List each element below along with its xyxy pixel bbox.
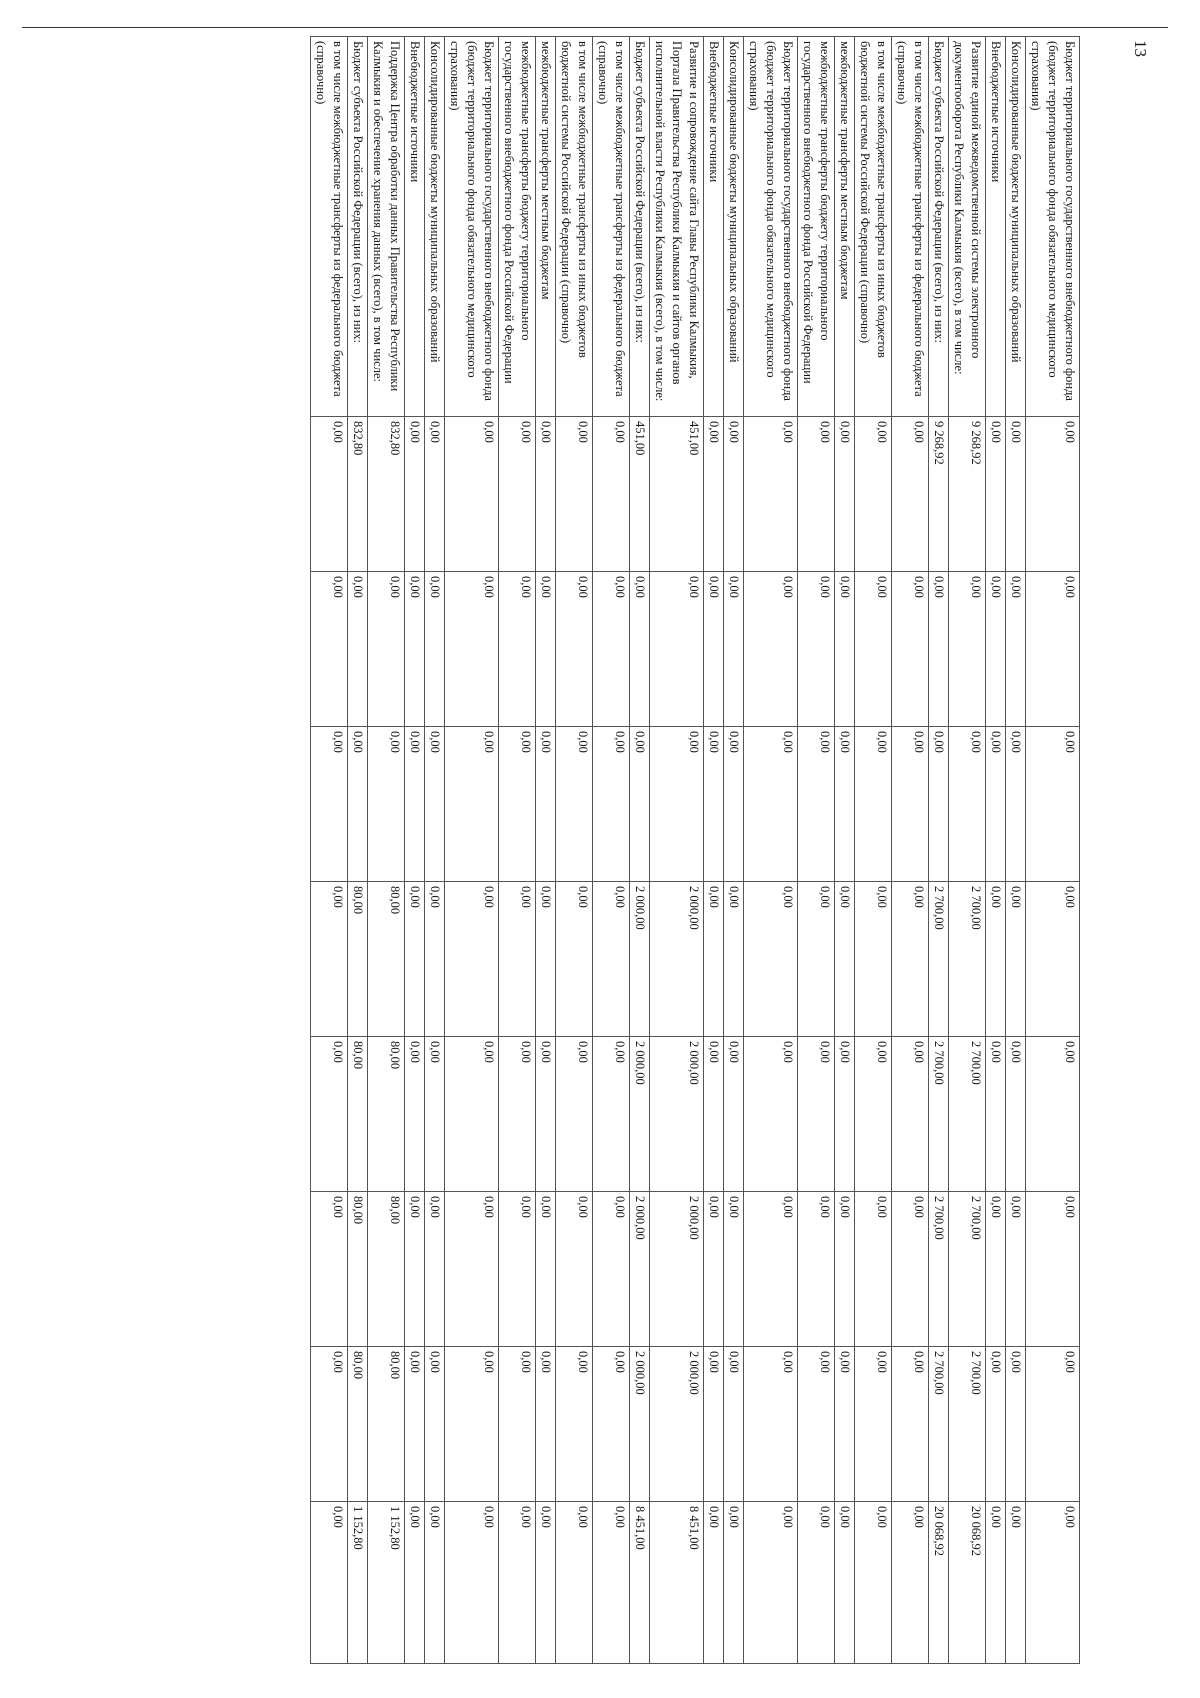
value-cell: 0,00 (536, 1192, 556, 1347)
value-cell: 2 700,00 (949, 1347, 986, 1502)
value-cell: 9 268,92 (929, 417, 949, 572)
row-label: Бюджет субъекта Российской Федерации (всего), из них: (348, 37, 368, 417)
value-cell: 2 700,00 (929, 1037, 949, 1192)
value-cell: 0,00 (724, 1347, 744, 1502)
value-cell: 1 152,80 (348, 1502, 368, 1664)
value-cell: 0,00 (445, 417, 499, 572)
table-row (650, 37, 704, 1664)
value-cell: 0,00 (311, 572, 348, 727)
value-cell: 0,00 (556, 727, 593, 882)
row-label: Консолидированные бюджеты муниципальных образований (724, 37, 744, 417)
value-cell: 0,00 (311, 1192, 348, 1347)
value-cell: 0,00 (1006, 572, 1026, 727)
value-cell: 0,00 (405, 572, 425, 727)
value-cell: 0,00 (798, 882, 835, 1037)
value-cell: 0,00 (1026, 1502, 1080, 1664)
value-cell: 0,00 (835, 882, 855, 1037)
value-cell: 0,00 (724, 1192, 744, 1347)
row-label: Внебюджетные источники (405, 37, 425, 417)
row-label: Внебюджетные источники (986, 37, 1006, 417)
value-cell: 80,00 (348, 1192, 368, 1347)
value-cell: 0,00 (949, 572, 986, 727)
table-row (835, 37, 855, 1664)
value-cell: 0,00 (445, 1037, 499, 1192)
value-cell: 0,00 (835, 1192, 855, 1347)
value-cell: 0,00 (499, 882, 536, 1037)
value-cell: 0,00 (892, 1037, 929, 1192)
value-cell: 0,00 (536, 572, 556, 727)
value-cell: 0,00 (724, 882, 744, 1037)
value-cell: 0,00 (704, 572, 724, 727)
value-cell: 0,00 (311, 1502, 348, 1664)
value-cell: 0,00 (835, 572, 855, 727)
table-row (1006, 37, 1026, 1664)
rotated-table-wrapper (116, 36, 1080, 1663)
value-cell: 80,00 (348, 1037, 368, 1192)
row-label: Консолидированные бюджеты муниципальных образований (1006, 37, 1026, 417)
value-cell: 0,00 (593, 417, 630, 572)
value-cell: 0,00 (311, 1037, 348, 1192)
value-cell: 1 152,80 (368, 1502, 405, 1664)
row-label: Бюджет территориального государственного внебюджетного фонда (бюджет территориального фонда обязательного медицинского страхования) (445, 37, 499, 417)
value-cell: 0,00 (835, 1347, 855, 1502)
value-cell: 0,00 (835, 727, 855, 882)
value-cell: 80,00 (368, 1347, 405, 1502)
table-row (536, 37, 556, 1664)
top-rule (22, 27, 1168, 28)
budget-table (310, 36, 1080, 1664)
value-cell: 0,00 (892, 417, 929, 572)
table-row (405, 37, 425, 1664)
value-cell: 0,00 (499, 1502, 536, 1664)
value-cell: 0,00 (536, 1347, 556, 1502)
value-cell: 0,00 (892, 882, 929, 1037)
value-cell: 0,00 (1026, 1037, 1080, 1192)
value-cell: 0,00 (348, 727, 368, 882)
value-cell: 0,00 (368, 572, 405, 727)
row-label: Консолидированные бюджеты муниципальных образований (425, 37, 445, 417)
value-cell: 0,00 (724, 1502, 744, 1664)
value-cell: 0,00 (704, 417, 724, 572)
value-cell: 832,80 (348, 417, 368, 572)
value-cell: 0,00 (536, 1502, 556, 1664)
value-cell: 0,00 (892, 727, 929, 882)
value-cell: 0,00 (311, 417, 348, 572)
value-cell: 0,00 (405, 727, 425, 882)
value-cell: 0,00 (311, 1347, 348, 1502)
value-cell: 0,00 (892, 1192, 929, 1347)
row-label: в том числе межбюджетные трансферты из иных бюджетов бюджетной системы Российской Федерации (справочно) (855, 37, 892, 417)
value-cell: 0,00 (892, 1347, 929, 1502)
value-cell: 2 000,00 (630, 882, 650, 1037)
value-cell: 0,00 (593, 882, 630, 1037)
value-cell: 2 000,00 (630, 1037, 650, 1192)
row-label: Бюджет территориального государственного внебюджетного фонда (бюджет территориального фонда обязательного медицинского страхования) (1026, 37, 1080, 417)
value-cell: 0,00 (425, 417, 445, 572)
row-label: Бюджет субъекта Российской Федерации (всего), из них: (929, 37, 949, 417)
row-label: Развитие единой межведомственной системы электронного документооборота Республики Калмыкия (всего), в том числе: (949, 37, 986, 417)
value-cell: 0,00 (704, 727, 724, 882)
row-label: межбюджетные трансферты бюджету территориального государственного внебюджетного фонда Российской Федерации (798, 37, 835, 417)
value-cell: 0,00 (798, 572, 835, 727)
value-cell: 0,00 (835, 1037, 855, 1192)
value-cell: 0,00 (1026, 727, 1080, 882)
value-cell: 0,00 (425, 727, 445, 882)
value-cell: 832,80 (368, 417, 405, 572)
value-cell: 0,00 (986, 417, 1006, 572)
value-cell: 0,00 (556, 572, 593, 727)
value-cell: 0,00 (724, 1037, 744, 1192)
value-cell: 0,00 (798, 417, 835, 572)
value-cell: 0,00 (593, 1347, 630, 1502)
value-cell: 0,00 (593, 727, 630, 882)
value-cell: 0,00 (499, 1347, 536, 1502)
value-cell: 0,00 (986, 1037, 1006, 1192)
value-cell: 0,00 (1026, 572, 1080, 727)
value-cell: 0,00 (929, 572, 949, 727)
value-cell: 0,00 (1026, 1347, 1080, 1502)
value-cell: 0,00 (425, 1502, 445, 1664)
value-cell: 80,00 (368, 1037, 405, 1192)
value-cell: 8 451,00 (630, 1502, 650, 1664)
value-cell: 0,00 (798, 1502, 835, 1664)
table-row (892, 37, 929, 1664)
value-cell: 0,00 (311, 727, 348, 882)
value-cell: 0,00 (929, 727, 949, 882)
value-cell: 0,00 (593, 1037, 630, 1192)
value-cell: 0,00 (368, 727, 405, 882)
value-cell: 0,00 (556, 1037, 593, 1192)
value-cell: 0,00 (744, 727, 798, 882)
value-cell: 80,00 (368, 1192, 405, 1347)
value-cell: 0,00 (744, 1037, 798, 1192)
value-cell: 0,00 (704, 1502, 724, 1664)
table-row (724, 37, 744, 1664)
value-cell: 80,00 (348, 1347, 368, 1502)
value-cell: 0,00 (744, 1502, 798, 1664)
value-cell: 2 000,00 (650, 1347, 704, 1502)
value-cell: 20 068,92 (949, 1502, 986, 1664)
value-cell: 0,00 (499, 417, 536, 572)
row-label: в том числе межбюджетные трансферты из федерального бюджета (справочно) (311, 37, 348, 417)
value-cell: 2 000,00 (630, 1192, 650, 1347)
value-cell: 0,00 (704, 882, 724, 1037)
value-cell: 0,00 (744, 572, 798, 727)
table-row (630, 37, 650, 1664)
row-label: межбюджетные трансферты бюджету территориального государственного внебюджетного фонда Российской Федерации (499, 37, 536, 417)
row-label: межбюджетные трансферты местным бюджетам (536, 37, 556, 417)
value-cell: 0,00 (1026, 417, 1080, 572)
value-cell: 0,00 (499, 572, 536, 727)
value-cell: 0,00 (499, 1037, 536, 1192)
value-cell: 0,00 (405, 1037, 425, 1192)
value-cell: 20 068,92 (929, 1502, 949, 1664)
value-cell: 0,00 (704, 1192, 724, 1347)
value-cell: 0,00 (855, 727, 892, 882)
value-cell: 0,00 (405, 417, 425, 572)
table-row (949, 37, 986, 1664)
value-cell: 0,00 (593, 1192, 630, 1347)
value-cell: 2 000,00 (650, 1192, 704, 1347)
value-cell: 0,00 (445, 1192, 499, 1347)
value-cell: 80,00 (368, 882, 405, 1037)
value-cell: 0,00 (445, 882, 499, 1037)
value-cell: 0,00 (892, 1502, 929, 1664)
row-label: Внебюджетные источники (704, 37, 724, 417)
value-cell: 0,00 (1026, 1192, 1080, 1347)
table-row (986, 37, 1006, 1664)
value-cell: 451,00 (650, 417, 704, 572)
value-cell: 0,00 (835, 1502, 855, 1664)
value-cell: 2 000,00 (650, 882, 704, 1037)
value-cell: 0,00 (855, 1347, 892, 1502)
table-row (311, 37, 348, 1664)
value-cell: 0,00 (425, 1037, 445, 1192)
value-cell: 2 700,00 (949, 1037, 986, 1192)
table-row (744, 37, 798, 1664)
table-row (593, 37, 630, 1664)
value-cell: 0,00 (855, 572, 892, 727)
value-cell: 0,00 (425, 572, 445, 727)
value-cell: 2 700,00 (929, 1192, 949, 1347)
value-cell: 0,00 (556, 1502, 593, 1664)
value-cell: 0,00 (855, 417, 892, 572)
value-cell: 0,00 (348, 572, 368, 727)
value-cell: 0,00 (1006, 1192, 1026, 1347)
table-row (798, 37, 835, 1664)
page-number: 13 (1131, 40, 1150, 57)
value-cell: 0,00 (855, 1192, 892, 1347)
row-label: Поддержка Центра обработки данных Правительства Республики Калмыкия и обеспечение хранения данных (всего), в том числе: (368, 37, 405, 417)
value-cell: 0,00 (1006, 1347, 1026, 1502)
value-cell: 0,00 (630, 727, 650, 882)
value-cell: 0,00 (855, 882, 892, 1037)
value-cell: 0,00 (892, 572, 929, 727)
value-cell: 0,00 (536, 882, 556, 1037)
value-cell: 0,00 (425, 1347, 445, 1502)
value-cell: 0,00 (744, 882, 798, 1037)
value-cell: 2 700,00 (929, 882, 949, 1037)
value-cell: 0,00 (855, 1502, 892, 1664)
value-cell: 0,00 (986, 1192, 1006, 1347)
value-cell: 0,00 (425, 882, 445, 1037)
value-cell: 0,00 (1006, 727, 1026, 882)
table-row (445, 37, 499, 1664)
value-cell: 0,00 (425, 1192, 445, 1347)
value-cell: 0,00 (445, 727, 499, 882)
value-cell: 8 451,00 (650, 1502, 704, 1664)
value-cell: 0,00 (744, 1192, 798, 1347)
value-cell: 0,00 (536, 417, 556, 572)
table-row (855, 37, 892, 1664)
value-cell: 0,00 (556, 882, 593, 1037)
value-cell: 0,00 (744, 1347, 798, 1502)
value-cell: 0,00 (556, 1192, 593, 1347)
value-cell: 0,00 (835, 417, 855, 572)
value-cell: 0,00 (949, 727, 986, 882)
table-row (499, 37, 536, 1664)
row-label: Развитие и сопровождение сайта Главы Республики Калмыкия, Портала Правительства Республики Калмыкия и сайтов органов исполнительной власти Республики Калмыкия (всего), в том числе: (650, 37, 704, 417)
value-cell: 0,00 (445, 572, 499, 727)
value-cell: 0,00 (855, 1037, 892, 1192)
row-label: в том числе межбюджетные трансферты из иных бюджетов бюджетной системы Российской Федерации (справочно) (556, 37, 593, 417)
row-label: в том числе межбюджетные трансферты из федерального бюджета (справочно) (593, 37, 630, 417)
row-label: межбюджетные трансферты местным бюджетам (835, 37, 855, 417)
value-cell: 0,00 (405, 882, 425, 1037)
value-cell: 451,00 (630, 417, 650, 572)
value-cell: 0,00 (536, 727, 556, 882)
value-cell: 0,00 (1006, 1037, 1026, 1192)
value-cell: 0,00 (405, 1347, 425, 1502)
value-cell: 0,00 (986, 1502, 1006, 1664)
value-cell: 0,00 (986, 882, 1006, 1037)
value-cell: 0,00 (798, 727, 835, 882)
value-cell: 0,00 (445, 1347, 499, 1502)
value-cell: 0,00 (499, 727, 536, 882)
value-cell: 0,00 (704, 1347, 724, 1502)
value-cell: 0,00 (986, 572, 1006, 727)
value-cell: 0,00 (445, 1502, 499, 1664)
table-row (704, 37, 724, 1664)
value-cell: 2 000,00 (650, 1037, 704, 1192)
value-cell: 0,00 (405, 1502, 425, 1664)
value-cell: 0,00 (986, 727, 1006, 882)
value-cell: 0,00 (1026, 882, 1080, 1037)
row-label: Бюджет субъекта Российской Федерации (всего), из них: (630, 37, 650, 417)
value-cell: 0,00 (536, 1037, 556, 1192)
table-row (556, 37, 593, 1664)
table-row (1026, 37, 1080, 1664)
value-cell: 0,00 (724, 727, 744, 882)
row-label: в том числе межбюджетные трансферты из федерального бюджета (справочно) (892, 37, 929, 417)
value-cell: 0,00 (556, 417, 593, 572)
value-cell: 0,00 (1006, 1502, 1026, 1664)
value-cell: 0,00 (798, 1347, 835, 1502)
value-cell: 0,00 (556, 1347, 593, 1502)
value-cell: 2 700,00 (929, 1347, 949, 1502)
value-cell: 9 268,92 (949, 417, 986, 572)
value-cell: 0,00 (744, 417, 798, 572)
value-cell: 0,00 (650, 727, 704, 882)
value-cell: 0,00 (724, 417, 744, 572)
value-cell: 2 000,00 (630, 1347, 650, 1502)
value-cell: 0,00 (593, 1502, 630, 1664)
table-row (929, 37, 949, 1664)
value-cell: 2 700,00 (949, 1192, 986, 1347)
value-cell: 0,00 (1006, 882, 1026, 1037)
value-cell: 0,00 (986, 1347, 1006, 1502)
table-row (368, 37, 405, 1664)
value-cell: 0,00 (630, 572, 650, 727)
value-cell: 0,00 (798, 1192, 835, 1347)
value-cell: 0,00 (311, 882, 348, 1037)
value-cell: 0,00 (650, 572, 704, 727)
table-row (425, 37, 445, 1664)
value-cell: 0,00 (724, 572, 744, 727)
value-cell: 0,00 (499, 1192, 536, 1347)
value-cell: 80,00 (348, 882, 368, 1037)
value-cell: 0,00 (798, 1037, 835, 1192)
row-label: Бюджет территориального государственного внебюджетного фонда (бюджет территориального фонда обязательного медицинского страхования) (744, 37, 798, 417)
value-cell: 0,00 (593, 572, 630, 727)
value-cell: 0,00 (704, 1037, 724, 1192)
table-row (348, 37, 368, 1664)
value-cell: 0,00 (405, 1192, 425, 1347)
value-cell: 0,00 (1006, 417, 1026, 572)
value-cell: 2 700,00 (949, 882, 986, 1037)
